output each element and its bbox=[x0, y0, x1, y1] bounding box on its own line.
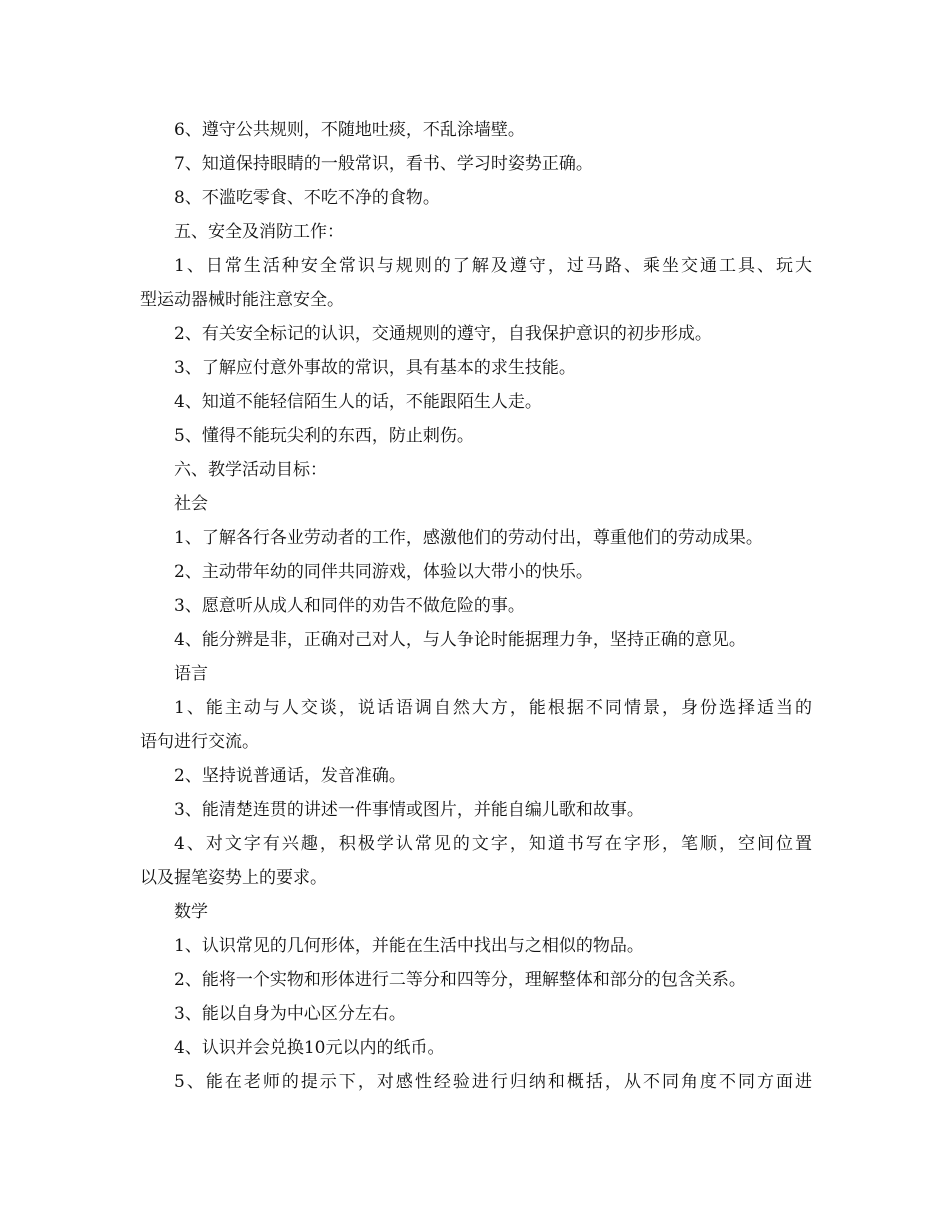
text-line: 型运动器械时能注意安全。 bbox=[140, 290, 344, 310]
document-page bbox=[140, 113, 812, 1099]
text-line: 4、对文字有兴趣，积极学认常见的文字，知道书写在字形，笔顺，空间位置 bbox=[174, 834, 812, 854]
text-line: 3、能清楚连贯的讲述一件事情或图片，并能自编儿歌和故事。 bbox=[174, 800, 644, 820]
text-line: 2、有关安全标记的认识，交通规则的遵守，自我保护意识的初步形成。 bbox=[174, 324, 712, 344]
subsection-heading: 数学 bbox=[174, 902, 208, 922]
text-line: 6、遵守公共规则，不随地吐痰，不乱涂墙壁。 bbox=[174, 120, 525, 140]
text-line: 8、不滥吃零食、不吃不净的食物。 bbox=[174, 188, 440, 208]
text-line: 7、知道保持眼睛的一般常识，看书、学习时姿势正确。 bbox=[174, 154, 593, 174]
text-line: 3、了解应付意外事故的常识，具有基本的求生技能。 bbox=[174, 358, 576, 378]
text-line: 1、了解各行各业劳动者的工作，感激他们的劳动付出，尊重他们的劳动成果。 bbox=[174, 528, 763, 548]
text-line: 3、能以自身为中心区分左右。 bbox=[174, 1004, 406, 1024]
text-line: 5、懂得不能玩尖利的东西，防止刺伤。 bbox=[174, 426, 474, 446]
text-line: 4、认识并会兑换10元以内的纸币。 bbox=[174, 1038, 445, 1058]
text-line: 1、认识常见的几何形体，并能在生活中找出与之相似的物品。 bbox=[174, 936, 644, 956]
text-line: 1、能主动与人交谈，说话语调自然大方，能根据不同情景，身份选择适当的 bbox=[174, 698, 812, 718]
text-line: 4、知道不能轻信陌生人的话，不能跟陌生人走。 bbox=[174, 392, 542, 412]
text-line: 4、能分辨是非，正确对己对人，与人争论时能据理力争，坚持正确的意见。 bbox=[174, 630, 746, 650]
text-line: 语句进行交流。 bbox=[140, 732, 259, 752]
section-heading: 五、安全及消防工作： bbox=[174, 222, 344, 242]
text-line: 2、主动带年幼的同伴共同游戏，体验以大带小的快乐。 bbox=[174, 562, 593, 582]
text-line: 5、能在老师的提示下，对感性经验进行归纳和概括，从不同角度不同方面进 bbox=[174, 1072, 812, 1092]
text-line: 2、坚持说普通话，发音准确。 bbox=[174, 766, 406, 786]
text-line: 2、能将一个实物和形体进行二等分和四等分，理解整体和部分的包含关系。 bbox=[174, 970, 746, 990]
text-line: 以及握笔姿势上的要求。 bbox=[140, 868, 327, 888]
text-line: 1、日常生活种安全常识与规则的了解及遵守，过马路、乘坐交通工具、玩大 bbox=[174, 256, 812, 276]
subsection-heading: 语言 bbox=[174, 664, 208, 684]
section-heading: 六、教学活动目标： bbox=[174, 460, 327, 480]
subsection-heading: 社会 bbox=[174, 494, 208, 514]
text-line: 3、愿意听从成人和同伴的劝告不做危险的事。 bbox=[174, 596, 525, 616]
